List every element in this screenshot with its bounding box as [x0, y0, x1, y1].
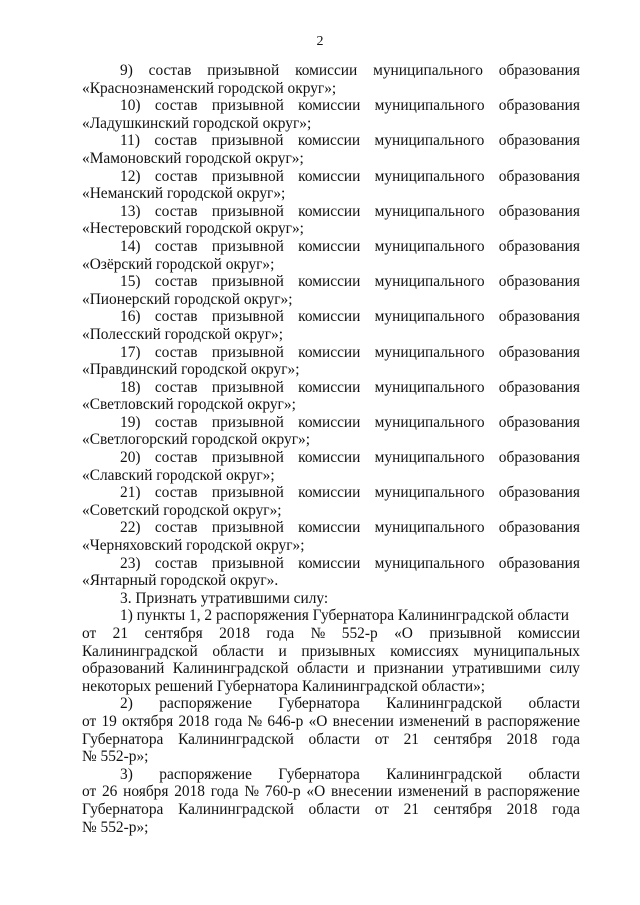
item-number: 18): [120, 378, 141, 396]
paragraph-word: области: [308, 730, 360, 748]
item-word: комиссии: [298, 237, 361, 255]
commission-item-line: [82, 484, 580, 502]
paragraph-word: распоряжение: [159, 765, 252, 783]
commission-item-line: [82, 308, 580, 326]
paragraph-word: комиссиях: [390, 642, 459, 660]
paragraph-word: 2): [120, 695, 133, 713]
commission-item: [82, 97, 580, 132]
item-word: образования: [498, 343, 580, 361]
item-word: призывной: [211, 97, 284, 115]
paragraph-word: ноября: [123, 783, 169, 801]
item-word: образования: [498, 449, 580, 467]
paragraph-word: области: [308, 800, 360, 818]
paragraph-word: «О: [394, 625, 413, 642]
commission-item-line: [82, 168, 580, 186]
item-word: состав: [154, 554, 198, 572]
municipality-name: «Озёрский городской округ»;: [82, 255, 275, 273]
commission-item-line: [82, 519, 580, 537]
item-word: состав: [154, 97, 198, 115]
item-word: образования: [498, 167, 580, 185]
commission-item-line: [82, 97, 580, 115]
item-number: 17): [120, 343, 141, 361]
municipality-name: «Полесский городской округ»;: [82, 325, 284, 343]
commission-item: [82, 484, 580, 519]
paragraph-word: Губернатора: [278, 765, 360, 783]
commission-item-line: [82, 414, 580, 432]
commission-list: [82, 62, 580, 590]
paragraph-line: [82, 643, 580, 661]
paragraph-word: от: [374, 730, 389, 748]
item-word: призывной: [211, 378, 284, 396]
item-word: состав: [154, 378, 198, 396]
commission-item: [82, 449, 580, 484]
item-word: призывной: [211, 273, 284, 291]
paragraph-word: 2018: [506, 800, 538, 818]
paragraph-word: распоряжение: [487, 783, 580, 801]
paragraph-word: 760-р: [264, 783, 301, 801]
paragraph-word: октября: [122, 712, 174, 730]
item-word: комиссии: [298, 308, 361, 326]
item-word: образования: [498, 202, 580, 220]
item-word: призывной: [207, 62, 280, 79]
item-word: состав: [154, 484, 198, 502]
item-word: комиссии: [298, 167, 361, 185]
item-word: комиссии: [297, 132, 361, 150]
paragraph-word: Калининградской: [172, 660, 289, 678]
paragraph-word: года: [552, 730, 580, 748]
municipality-name: «Правдинский городской округ»;: [82, 361, 300, 379]
item-word: комиссии: [298, 202, 361, 220]
paragraph-line: [82, 695, 580, 713]
item-word: комиссии: [298, 449, 361, 467]
item-word: муниципального: [374, 378, 485, 396]
paragraph-word: и: [278, 642, 287, 660]
paragraph-word: №: [244, 783, 259, 801]
item-word: образования: [498, 273, 580, 291]
paragraph-word: 3): [120, 765, 133, 783]
paragraph-line: [82, 801, 580, 819]
paragraph-word: сентября: [433, 730, 492, 748]
municipality-name: «Советский городской округ»;: [82, 501, 282, 519]
paragraph-word: области: [528, 695, 580, 713]
item-word: призывной: [211, 237, 284, 255]
paragraph-word: «О: [308, 712, 328, 730]
paragraph-word: 1) пункты 1, 2 распоряжения Губернатора Калининградской области: [120, 607, 569, 625]
paragraph-word: Калининградской: [178, 800, 294, 818]
paragraph-word: внесении: [330, 783, 393, 801]
paragraph-word: года: [266, 625, 295, 642]
item-word: призывной: [211, 308, 284, 326]
commission-item-line: [82, 449, 580, 467]
item-number: 15): [120, 273, 141, 291]
item-word: призывной: [211, 167, 284, 185]
paragraph-word: года: [552, 800, 580, 818]
item-number: 16): [120, 308, 141, 326]
item-number: 10): [120, 97, 141, 115]
item-number: 21): [120, 484, 141, 502]
municipality-name: «Неманский городской округ»;: [82, 185, 286, 203]
repeal-list: [82, 607, 580, 836]
item-word: образования: [498, 62, 580, 79]
commission-item: [82, 344, 580, 379]
item-word: муниципального: [374, 97, 485, 115]
item-word: комиссии: [298, 554, 361, 572]
commission-item: [82, 132, 580, 167]
item-word: состав: [154, 273, 198, 291]
paragraph-word: 21: [403, 800, 419, 818]
section-3-heading: 3. Признать утратившими силу:: [120, 589, 329, 607]
item-number: 13): [120, 202, 141, 220]
municipality-name: «Мамоновский городской округ»;: [82, 149, 304, 167]
item-word: образования: [498, 554, 580, 572]
paragraph-word: Калининградской: [178, 730, 294, 748]
item-word: муниципального: [374, 554, 485, 572]
municipality-name: «Пионерский городской округ»;: [82, 290, 293, 308]
item-word: комиссии: [298, 343, 361, 361]
paragraph-line: [82, 783, 580, 801]
item-word: образования: [498, 132, 580, 150]
item-word: муниципального: [374, 343, 485, 361]
commission-item: [82, 379, 580, 414]
municipality-name: «Янтарный городской округ».: [82, 572, 279, 590]
repeal-item: [82, 607, 580, 695]
item-word: образования: [498, 413, 580, 431]
paragraph-word: изменений: [398, 783, 469, 801]
paragraph-word: области: [297, 660, 349, 678]
commission-item-line: [82, 379, 580, 397]
commission-item-line: [82, 62, 580, 80]
commission-item-line: [82, 132, 580, 150]
item-word: образования: [498, 308, 580, 326]
paragraph-word: призывной: [429, 625, 502, 642]
paragraph-line: [82, 731, 580, 749]
paragraph-last-line: № 552-р»;: [82, 748, 149, 766]
item-number: 14): [120, 237, 141, 255]
paragraph-last-line: № 552-р»;: [82, 818, 149, 836]
paragraph-word: комиссии: [517, 625, 580, 642]
paragraph-word: утратившими: [452, 660, 542, 678]
commission-item: [82, 414, 580, 449]
item-word: муниципального: [373, 62, 483, 79]
item-number: 9): [120, 62, 133, 79]
paragraph-word: муниципальных: [473, 642, 580, 660]
item-word: муниципального: [374, 237, 485, 255]
item-number: 22): [120, 519, 141, 537]
paragraph-word: сентября: [144, 625, 203, 642]
item-word: образования: [498, 378, 580, 396]
municipality-name: «Светловский городской округ»;: [82, 396, 296, 414]
item-word: муниципального: [374, 484, 485, 502]
commission-item-line: [82, 238, 580, 256]
item-word: образования: [498, 97, 580, 115]
paragraph-word: и: [356, 660, 366, 678]
municipality-name: «Ладушкинский городской округ»;: [82, 114, 312, 132]
item-word: состав: [154, 202, 198, 220]
paragraph-word: 21: [403, 730, 419, 748]
item-word: призывной: [211, 132, 284, 150]
item-number: 11): [120, 132, 140, 150]
paragraph-word: от: [82, 625, 97, 642]
paragraph-word: Губернатора: [82, 800, 164, 818]
commission-item: [82, 519, 580, 554]
item-word: комиссии: [298, 413, 361, 431]
municipality-name: «Нестеровский городской округ»;: [82, 220, 304, 238]
paragraph-word: 2018: [506, 730, 538, 748]
item-number: 12): [120, 167, 141, 185]
paragraph-word: от: [82, 712, 97, 730]
page-number: 2: [316, 34, 324, 49]
item-word: муниципального: [374, 413, 485, 431]
commission-item: [82, 308, 580, 343]
paragraph-line: [82, 713, 580, 731]
item-word: призывной: [211, 202, 284, 220]
paragraph-word: области: [212, 642, 264, 660]
item-word: комиссии: [298, 378, 361, 396]
paragraph-word: №: [247, 712, 263, 730]
item-word: призывной: [211, 413, 284, 431]
municipality-name: «Славский городской округ»;: [82, 466, 275, 484]
item-word: состав: [148, 62, 192, 79]
commission-item-line: [82, 344, 580, 362]
repeal-item: [82, 766, 580, 836]
item-word: образования: [498, 484, 580, 502]
item-word: муниципального: [374, 308, 485, 326]
municipality-name: «Черняховский городской округ»;: [82, 537, 305, 555]
item-word: призывной: [211, 519, 284, 537]
commission-item: [82, 238, 580, 273]
commission-item: [82, 203, 580, 238]
commission-item: [82, 273, 580, 308]
item-word: состав: [154, 519, 198, 537]
paragraph-word: от: [82, 783, 97, 801]
item-number: 20): [120, 449, 141, 467]
commission-item: [82, 555, 580, 590]
paragraph-word: призывных: [301, 642, 376, 660]
paragraph-word: образований: [82, 660, 165, 678]
paragraph-word: Губернатора: [278, 695, 360, 713]
item-word: комиссии: [298, 484, 361, 502]
item-word: состав: [154, 413, 198, 431]
item-word: призывной: [211, 449, 284, 467]
municipality-name: «Светлогорский городской округ»;: [82, 431, 310, 449]
paragraph-word: распоряжение: [487, 712, 580, 730]
paragraph-word: года: [214, 712, 243, 730]
paragraph-word: 552-р: [341, 625, 378, 642]
paragraph-word: 21: [112, 625, 129, 642]
repeal-item: [82, 695, 580, 765]
item-word: комиссии: [298, 273, 361, 291]
municipality-name: «Краснознаменский городской округ»;: [82, 79, 337, 97]
paragraph-word: 2018: [219, 625, 250, 642]
paragraph-word: Калининградской: [386, 695, 503, 713]
item-word: муниципального: [374, 202, 485, 220]
item-word: комиссии: [298, 97, 361, 115]
paragraph-line: [82, 660, 580, 678]
paragraph-word: Калининградской: [82, 642, 198, 660]
item-word: состав: [154, 449, 198, 467]
item-word: муниципального: [374, 273, 485, 291]
paragraph-word: внесении: [332, 712, 394, 730]
item-word: состав: [154, 167, 198, 185]
commission-item-line: [82, 555, 580, 573]
item-word: призывной: [211, 343, 284, 361]
document-body: [82, 62, 580, 836]
paragraph-word: изменений: [399, 712, 470, 730]
item-word: образования: [498, 237, 580, 255]
paragraph-word: сентября: [433, 800, 492, 818]
item-number: 23): [120, 554, 141, 572]
commission-item-line: [82, 273, 580, 291]
item-word: состав: [154, 343, 198, 361]
item-word: муниципального: [374, 519, 485, 537]
paragraph-word: №: [310, 625, 326, 642]
paragraph-word: Губернатора: [82, 730, 164, 748]
item-word: комиссии: [295, 62, 358, 79]
item-number: 19): [120, 413, 141, 431]
paragraph-line: [82, 607, 580, 625]
paragraph-word: признании: [373, 660, 444, 678]
paragraph-word: 2018: [174, 783, 205, 801]
paragraph-last-line: некоторых решений Губернатора Калининградской области»;: [82, 677, 486, 695]
item-word: состав: [154, 132, 198, 150]
paragraph-word: в: [474, 783, 482, 801]
paragraph-line: [82, 766, 580, 784]
commission-item: [82, 62, 580, 97]
item-word: комиссии: [298, 519, 361, 537]
item-word: призывной: [211, 484, 284, 502]
paragraph-word: 26: [101, 783, 118, 801]
commission-item-line: [82, 203, 580, 221]
paragraph-line: [82, 625, 580, 643]
paragraph-word: года: [210, 783, 239, 801]
commission-item: [82, 168, 580, 203]
item-word: состав: [154, 308, 198, 326]
paragraph-word: в: [474, 712, 483, 730]
paragraph-word: области: [528, 765, 580, 783]
paragraph-word: от: [374, 800, 389, 818]
paragraph-word: распоряжение: [159, 695, 252, 713]
item-word: образования: [498, 519, 580, 537]
paragraph-word: 19: [101, 712, 117, 730]
paragraph-word: Калининградской: [386, 765, 503, 783]
item-word: муниципального: [374, 132, 485, 150]
paragraph-word: «О: [306, 783, 326, 801]
paragraph-word: 646-р: [267, 712, 304, 730]
paragraph-word: 2018: [178, 712, 210, 730]
item-word: призывной: [211, 554, 284, 572]
item-word: состав: [154, 237, 198, 255]
item-word: муниципального: [374, 449, 485, 467]
item-word: муниципального: [374, 167, 485, 185]
paragraph-word: силу: [549, 660, 580, 678]
